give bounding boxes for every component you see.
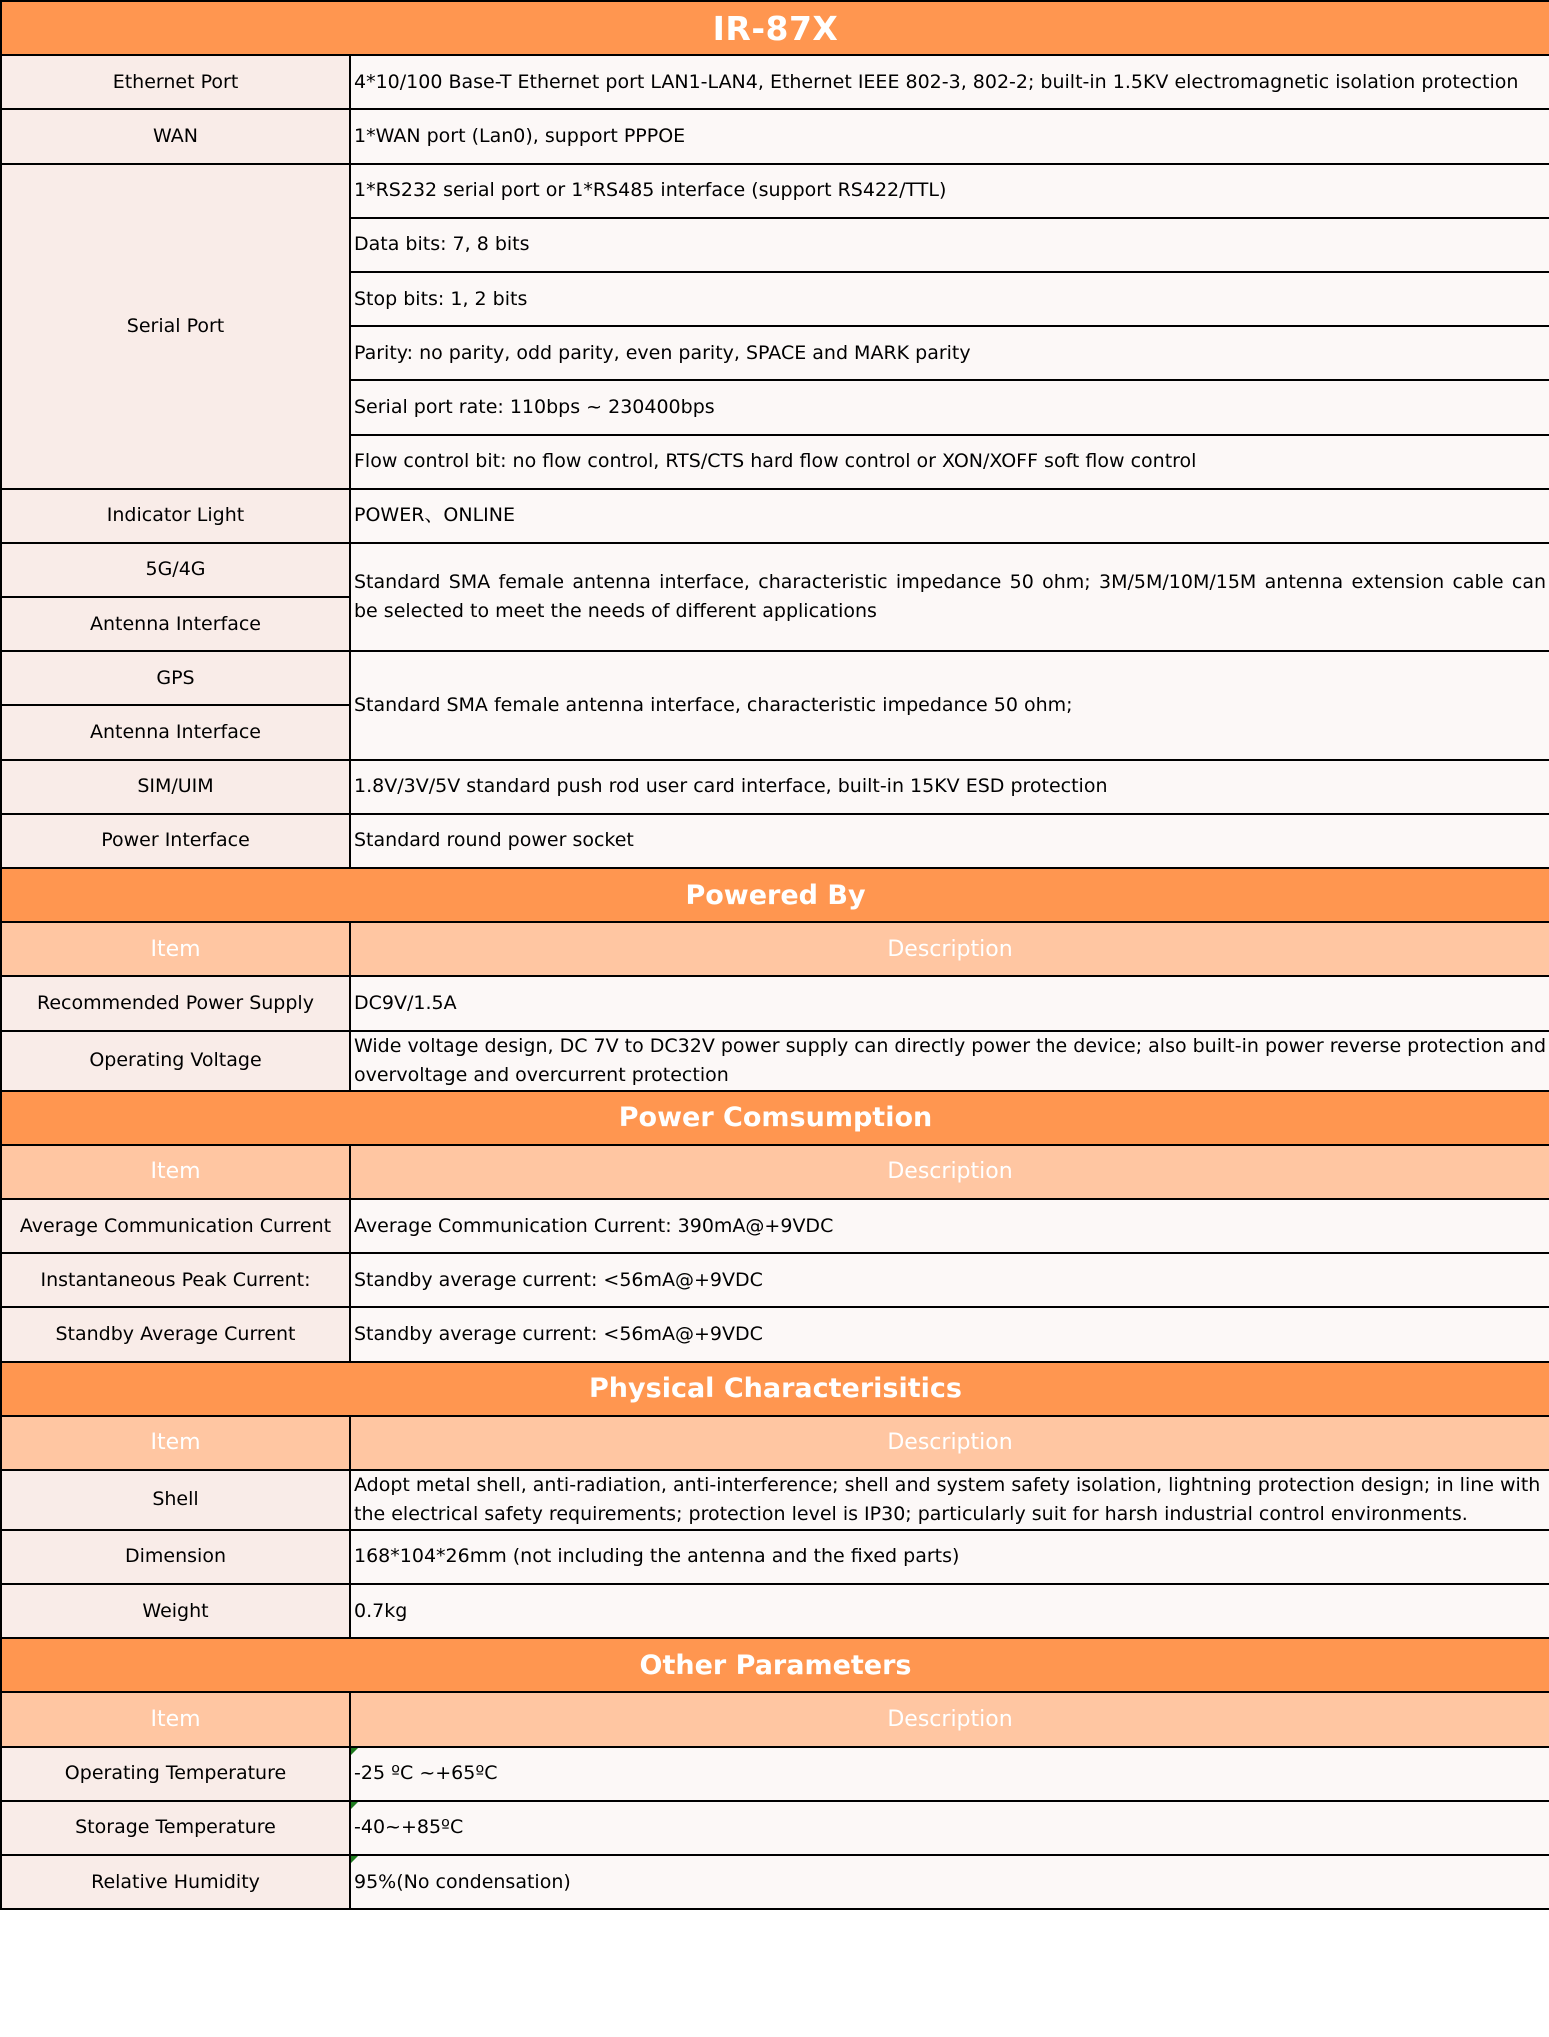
- row-value: 1*WAN port (Lan0), support PPPOE: [350, 109, 1549, 163]
- row-value: Adopt metal shell, anti-radiation, anti-interference; shell and system safety isolation, lightning protection design; in line with the electrical safety requirements; protection level is IP30; particularly suit for harsh industrial control environments.: [350, 1470, 1549, 1530]
- row-value: 1*RS232 serial port or 1*RS485 interface (support RS422/TTL): [350, 164, 1549, 218]
- row-value: Standard SMA female antenna interface, characteristic impedance 50 ohm;: [350, 651, 1549, 759]
- table-row: [1, 1470, 1549, 1530]
- table-row: [1, 1530, 1549, 1584]
- row-label: Antenna Interface: [1, 705, 350, 759]
- section-header-row: [1, 1091, 1549, 1145]
- column-header-row: [1, 922, 1549, 976]
- row-label: Ethernet Port: [1, 55, 350, 109]
- section-title-powered-by: Powered By: [1, 868, 1549, 922]
- section-title-other: Other Parameters: [1, 1638, 1549, 1692]
- section-header-row: [1, 1638, 1549, 1692]
- row-value: Flow control bit: no flow control, RTS/CTS hard flow control or XON/XOFF soft flow control: [350, 435, 1549, 489]
- row-label: Dimension: [1, 1530, 350, 1584]
- row-label: Indicator Light: [1, 489, 350, 543]
- table-row: [1, 1253, 1549, 1307]
- table-row: [1, 1801, 1549, 1855]
- row-label: Instantaneous Peak Current:: [1, 1253, 350, 1307]
- table-row: [1, 489, 1549, 543]
- row-value-cell: [350, 1855, 1549, 1909]
- row-label: Standby Average Current: [1, 1307, 350, 1361]
- row-label: Storage Temperature: [1, 1801, 350, 1855]
- table-row: [1, 164, 1549, 218]
- column-header-description: Description: [350, 922, 1549, 976]
- row-value-cell: [350, 1747, 1549, 1801]
- row-value: Stop bits: 1, 2 bits: [350, 272, 1549, 326]
- row-value-cell: [350, 1801, 1549, 1855]
- table-row: [1, 1584, 1549, 1638]
- text-format-flag-icon: [351, 1802, 358, 1809]
- section-title-power-consumption: Power Comsumption: [1, 1091, 1549, 1145]
- row-label: Power Interface: [1, 814, 350, 868]
- table-row: [1, 109, 1549, 163]
- table-row: [1, 543, 1549, 597]
- column-header-item: Item: [1, 1416, 350, 1470]
- row-label: Antenna Interface: [1, 597, 350, 651]
- row-value: Average Communication Current: 390mA@+9VDC: [350, 1199, 1549, 1253]
- section-header-row: [1, 868, 1549, 922]
- row-label: SIM/UIM: [1, 760, 350, 814]
- title-row: [1, 1, 1549, 55]
- row-label: 5G/4G: [1, 543, 350, 597]
- row-value: Serial port rate: 110bps ~ 230400bps: [350, 380, 1549, 434]
- row-value: POWER、ONLINE: [350, 489, 1549, 543]
- table-row: [1, 55, 1549, 109]
- row-value: DC9V/1.5A: [350, 976, 1549, 1030]
- table-row: [1, 651, 1549, 705]
- table-row: [1, 1855, 1549, 1909]
- row-label: GPS: [1, 651, 350, 705]
- row-label: WAN: [1, 109, 350, 163]
- table-row: [1, 814, 1549, 868]
- row-label: Average Communication Current: [1, 1199, 350, 1253]
- row-label: Weight: [1, 1584, 350, 1638]
- row-value: Standby average current: <56mA@+9VDC: [350, 1307, 1549, 1361]
- column-header-row: [1, 1416, 1549, 1470]
- row-label: Operating Voltage: [1, 1031, 350, 1091]
- table-row: [1, 1031, 1549, 1091]
- row-value: 1.8V/3V/5V standard push rod user card interface, built-in 15KV ESD protection: [350, 760, 1549, 814]
- row-label: Relative Humidity: [1, 1855, 350, 1909]
- table-row: [1, 760, 1549, 814]
- row-label: Serial Port: [1, 164, 350, 489]
- column-header-row: [1, 1692, 1549, 1746]
- row-value: Standard round power socket: [350, 814, 1549, 868]
- text-format-flag-icon: [351, 1748, 358, 1755]
- row-value: Standby average current: <56mA@+9VDC: [350, 1253, 1549, 1307]
- table-row: [1, 1199, 1549, 1253]
- column-header-item: Item: [1, 922, 350, 976]
- row-value: 95%(No condensation): [354, 1870, 571, 1893]
- row-value: Data bits: 7, 8 bits: [350, 218, 1549, 272]
- column-header-item: Item: [1, 1145, 350, 1199]
- row-value: Standard SMA female antenna interface, characteristic impedance 50 ohm; 3M/5M/10M/15M antenna extension cable can be selected to meet the needs of different applications: [350, 543, 1549, 651]
- row-value: -40~+85ºC: [354, 1816, 464, 1839]
- text-format-flag-icon: [351, 1856, 358, 1863]
- row-value: -25 ºC ~+65ºC: [354, 1762, 498, 1785]
- table-row: [1, 1747, 1549, 1801]
- row-value: 168*104*26mm (not including the antenna and the fixed parts): [350, 1530, 1549, 1584]
- column-header-row: [1, 1145, 1549, 1199]
- section-header-row: [1, 1362, 1549, 1416]
- row-value: Parity: no parity, odd parity, even parity, SPACE and MARK parity: [350, 326, 1549, 380]
- row-label: Operating Temperature: [1, 1747, 350, 1801]
- row-value: 4*10/100 Base-T Ethernet port LAN1-LAN4, Ethernet IEEE 802-3, 802-2; built-in 1.5KV electromagnetic isolation protection: [350, 55, 1549, 109]
- column-header-description: Description: [350, 1145, 1549, 1199]
- row-label: Recommended Power Supply: [1, 976, 350, 1030]
- row-value: 0.7kg: [350, 1584, 1549, 1638]
- table-row: [1, 976, 1549, 1030]
- product-title: IR-87X: [1, 1, 1549, 55]
- column-header-description: Description: [350, 1416, 1549, 1470]
- column-header-item: Item: [1, 1692, 350, 1746]
- column-header-description: Description: [350, 1692, 1549, 1746]
- row-label: Shell: [1, 1470, 350, 1530]
- table-row: [1, 1307, 1549, 1361]
- section-title-physical: Physical Characterisitics: [1, 1362, 1549, 1416]
- row-value: Wide voltage design, DC 7V to DC32V power supply can directly power the device; also built-in power reverse protection and overvoltage and overcurrent protection: [350, 1031, 1549, 1091]
